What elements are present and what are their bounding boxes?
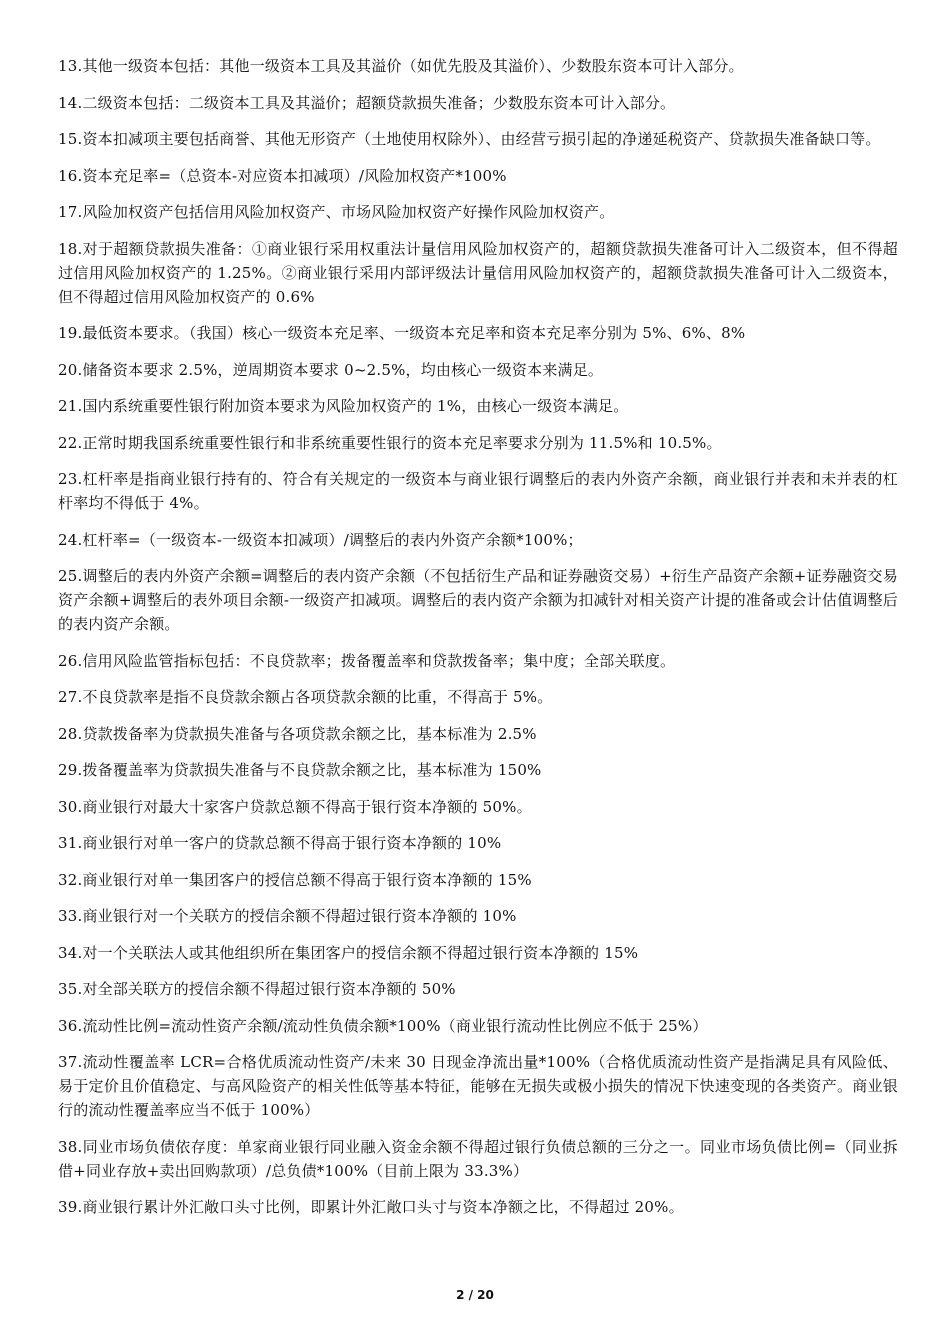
list-item: 27.不良贷款率是指不良贷款余额占各项贷款余额的比重，不得高于 5%。: [58, 688, 553, 706]
regulation-list: [58, 54, 898, 1232]
list-item: 31.商业银行对单一客户的贷款总额不得高于银行资本净额的 10%: [58, 834, 502, 852]
list-item: 21.国内系统重要性银行附加资本要求为风险加权资产的 1%，由核心一级资本满足。: [58, 397, 629, 415]
list-item: 24.杠杆率=（一级资本-一级资本扣减项）/调整后的表内外资产余额*100%；: [58, 530, 583, 549]
list-item: 26.信用风险监管指标包括：不良贷款率；拨备覆盖率和贷款拨备率；集中度；全部关联度。: [58, 651, 676, 670]
list-item: 22.正常时期我国系统重要性银行和非系统重要性银行的资本充足率要求分别为 11.5%和 10.5%。: [58, 433, 722, 452]
page-number: 2 / 20: [456, 1288, 494, 1302]
list-item: 16.资本充足率=（总资本-对应资本扣减项）/风险加权资产*100%: [58, 166, 507, 185]
list-item: 23.杠杆率是指商业银行持有的、符合有关规定的一级资本与商业银行调整后的表内外资产余额，商业银行并表和未并表的杠杆率均不得低于 4%。: [58, 470, 898, 512]
list-item: 20.储备资本要求 2.5%，逆周期资本要求 0~2.5%，均由核心一级资本来满足。: [58, 360, 604, 379]
list-item: 28.贷款拨备率为贷款损失准备与各项贷款余额之比，基本标准为 2.5%: [58, 724, 537, 743]
list-item: 32.商业银行对单一集团客户的授信总额不得高于银行资本净额的 15%: [58, 870, 532, 889]
list-item: 14.二级资本包括：二级资本工具及其溢价；超额贷款损失准备；少数股东资本可计入部分。: [58, 93, 676, 112]
list-item: 25.调整后的表内外资产余额=调整后的表内资产余额（不包括衍生产品和证券融资交易）+衍生产品资产余额+证券融资交易资产余额+调整后的表外项目余额-一级资产扣减项。调整后的表内资产余额为扣减针对相关资产计提的准备或会计估值调整后的表内资产余额。: [58, 567, 898, 633]
list-item: 13.其他一级资本包括：其他一级资本工具及其溢价（如优先股及其溢价）、少数股东资本可计入部分。: [58, 57, 744, 75]
list-item: 34.对一个关联法人或其他组织所在集团客户的授信余额不得超过银行资本净额的 15%: [58, 943, 639, 962]
list-item: 33.商业银行对一个关联方的授信余额不得超过银行资本净额的 10%: [58, 907, 517, 925]
list-item: 30.商业银行对最大十家客户贷款总额不得高于银行资本净额的 50%。: [58, 797, 532, 816]
list-item: 39.商业银行累计外汇敞口头寸比例，即累计外汇敞口头寸与资本净额之比，不得超过 20%。: [58, 1198, 684, 1216]
list-item: 37.流动性覆盖率 LCR=合格优质流动性资产/未来 30 日现金净流出量*100%（合格优质流动性资产是指满足具有风险低、易于定价且价值稳定、与高风险资产的相关性低等基本特征，能够在无损失或极小损失的情况下快速变现的各类资产。商业银行的流动性覆盖率应当不低于 100%）: [58, 1053, 898, 1119]
list-item: 19.最低资本要求。（我国）核心一级资本充足率、一级资本充足率和资本充足率分别为 5%、6%、8%: [58, 324, 746, 342]
list-item: 38.同业市场负债依存度：单家商业银行同业融入资金余额不得超过银行负债总额的三分之一。同业市场负债比例=（同业拆借+同业存放+卖出回购款项）/总负债*100%（目前上限为 33.3%）: [58, 1137, 898, 1180]
list-item: 29.拨备覆盖率为贷款损失准备与不良贷款余额之比，基本标准为 150%: [58, 761, 542, 779]
list-item: 36.流动性比例=流动性资产余额/流动性负债余额*100%（商业银行流动性比例应不低于 25%）: [58, 1016, 708, 1035]
list-item: 18.对于超额贷款损失准备：①商业银行采用权重法计量信用风险加权资产的，超额贷款损失准备可计入二级资本，但不得超过信用风险加权资产的 1.25%。②商业银行采用内部评级法计量信用风险加权资产的，超额贷款损失准备可计入二级资本，但不得超过信用风险加权资产的 0.6%: [58, 239, 898, 306]
list-item: 17.风险加权资产包括信用风险加权资产、市场风险加权资产好操作风险加权资产。: [58, 203, 615, 221]
list-item: 15.资本扣减项主要包括商誉、其他无形资产（土地使用权除外）、由经营亏损引起的净递延税资产、贷款损失准备缺口等。: [58, 130, 881, 148]
list-item: 35.对全部关联方的授信余额不得超过银行资本净额的 50%: [58, 980, 456, 998]
